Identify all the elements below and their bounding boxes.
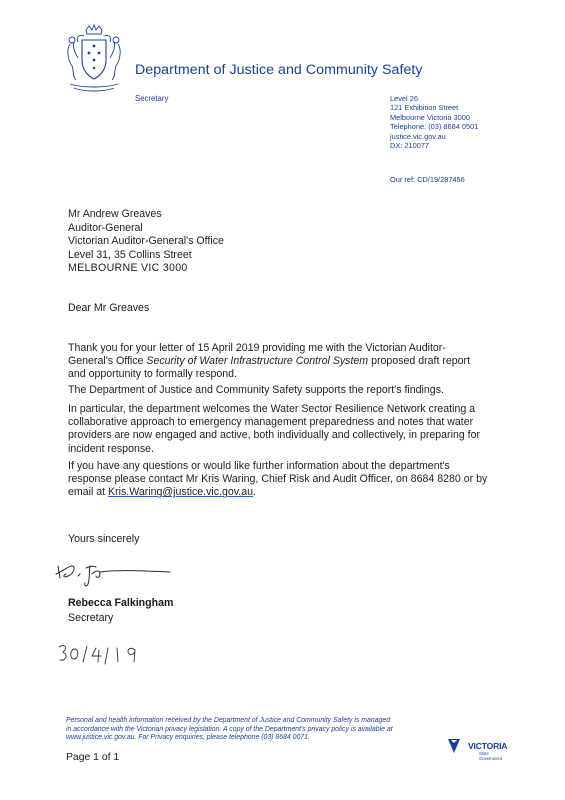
recipient-office: Victorian Auditor-General's Office xyxy=(68,235,224,248)
our-reference: Our ref: CD/19/287456 xyxy=(390,175,465,184)
department-name: Department of Justice and Community Safety xyxy=(135,62,423,78)
victoria-logo-word: VICTORIA xyxy=(468,741,508,751)
body-paragraph-2: The Department of Justice and Community Safety supports the report's findings. xyxy=(68,384,444,396)
signatory-title: Secretary xyxy=(68,612,114,624)
page-number: Page 1 of 1 xyxy=(66,752,120,763)
p1-text-end: proposed draft report and opportunity to formally respond. xyxy=(68,355,471,381)
recipient-street: Level 31, 35 Collins Street xyxy=(68,248,192,261)
address-telephone: Telephone: (03) 8684 0501 xyxy=(390,122,479,132)
recipient-title: Auditor-General xyxy=(68,221,143,234)
address-line: 121 Exhibition Street xyxy=(390,103,459,113)
body-paragraph-1 xyxy=(68,342,488,382)
coat-of-arms-icon xyxy=(62,24,126,96)
department-role: Secretary xyxy=(135,94,169,103)
address-line: Level 26 xyxy=(390,94,418,103)
contact-email-link[interactable]: Kris.Waring@justice.vic.gov.au xyxy=(108,486,254,499)
p4-text-start: If you have any questions or would like further information about the department's response please contact Mr Kris Waring, Chief Risk and Audit Officer, on 8684 8280 or by email at xyxy=(68,460,488,499)
p4-text-end: . xyxy=(253,486,256,499)
recipient-city: MELBOURNE VIC 3000 xyxy=(68,262,188,275)
victoria-logo-subtitle: State Government xyxy=(479,751,503,761)
closing: Yours sincerely xyxy=(68,533,140,545)
address-line: Melbourne Victoria 3000 xyxy=(390,112,470,122)
address-website: justice.vic.gov.au xyxy=(390,131,446,141)
recipient-name: Mr Andrew Greaves xyxy=(68,208,162,220)
salutation: Dear Mr Greaves xyxy=(68,302,150,314)
p1-text-start: Thank you for your letter of 15 April 2019 providing me with the Victorian Auditor-General's Office xyxy=(68,342,446,368)
report-title: Security of Water Infrastructure Control System xyxy=(146,355,369,368)
body-paragraph-4 xyxy=(68,460,488,500)
privacy-notice: Personal and health information received by the Department of Justice and Community Safety is managed in accordance with the Victorian privacy legislation. A copy of the Department's privacy policy is available at www.justice.vic.gov.au. For Privacy enquiries, please telephone (03) 8684 0071. xyxy=(66,717,393,742)
address-dx: DX: 210077 xyxy=(390,141,430,151)
handwritten-signature xyxy=(52,556,176,588)
recipient-address xyxy=(68,208,224,276)
handwritten-date xyxy=(56,640,142,670)
department-address xyxy=(390,94,478,150)
signatory-name: Rebecca Falkingham xyxy=(68,597,174,609)
body-paragraph-3: In particular, the department welcomes the Water Sector Resilience Network creating a collaborative approach to emergency management preparedness and notes that water providers are now engaged and active, both individually and collectively, in preparing for incident response. xyxy=(68,403,481,455)
